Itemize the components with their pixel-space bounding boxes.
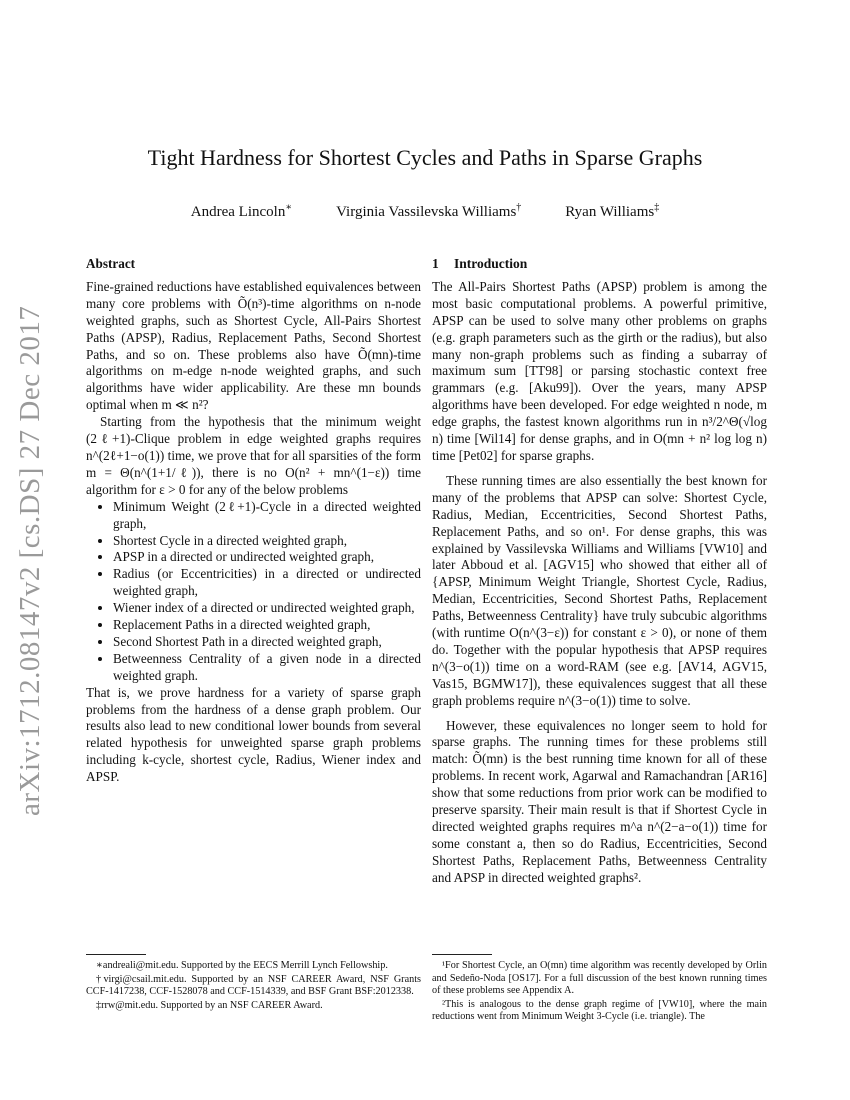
footnote: ‡rrw@mit.edu. Supported by an NSF CAREER Award. [96, 999, 323, 1011]
list-item: • APSP in a directed or undirected weighted graph, [113, 549, 421, 566]
abstract-paragraph: That is, we prove hardness for a variety of sparse graph problems from the hardness of a dense graph problem. Our results also lead to new conditional lower bounds from several related hypothesis for unweighted sparse graph problems including k-cycle, shortest cycle, Radius, Wiener index and APSP. [86, 684, 421, 785]
list-item: • Shortest Cycle in a directed weighted graph, [113, 533, 421, 550]
footnote: ²This is analogous to the dense graph regime of [VW10], where the main reductions went from Minimum Weight 3-Cycle (i.e. triangle). The [432, 998, 767, 1023]
abstract-paragraph: Starting from the hypothesis that the minimum weight (2ℓ+1)-Clique problem in edge weighted graphs requires n^(2ℓ+1−o(1)) time, we prove that for all sparsities of the form m = Θ(n^(1+1/ℓ)), there is no O(n² + mn^(1−ε)) time algorithm for ε > 0 for any of the below problems [86, 414, 421, 497]
author-name: Virginia Vassilevska Williams [336, 204, 517, 220]
footnotes-left [86, 960, 421, 1013]
introduction-column [432, 256, 767, 887]
abstract-heading: Abstract [86, 256, 136, 271]
author-mark: ∗ [285, 202, 293, 213]
author-name: Ryan Williams [565, 204, 655, 220]
intro-paragraph: These running times are also essentially the best known for many of the problems that APSP can solve: Shortest Cycle, Radius, Median, Eccentricities, Second Shortest Paths, Replacement Paths, and so on¹. For dense graphs, this was explained by Vassilevska Williams and Williams [VW10] and later Abboud et al. [AGV15] who showed that either all of {APSP, Minimum Weight Triangle, Shortest Cycle, Radius, Median, Eccentricities, Second Shortest Paths, Replacement Paths, Betweenness Centrality} have truly subcubic algorithms (with runtime O(n^(3−ε)) for constant ε > 0), or none of them do. Together with the popular hypothesis that APSP requires n^(3−o(1)) time on a word-RAM (see e.g. [AV14, AGV15, Vas15, BGMW17]), these equivalences suggest that all these graph problems require n^(3−o(1)) time to solve. [432, 472, 767, 708]
author-list [0, 198, 850, 222]
intro-paragraph: However, these equivalences no longer seem to hold for sparse graphs. The running times for these problems still match: Õ(mn) is the best running time known for all of these problems. In recent work, Agarwal and Ramachandran [AR16] show that some reductions from prior work can be modified to preserve sparsity. Their main result is that if Shortest Cycle in directed weighted graphs requires m^a n^(2−a−o(1)) time for some constant a, then so do Radius, Eccentricities, Second Shortest Paths, Replacement Paths, Betweenness Centrality and APSP in directed weighted graphs². [432, 717, 767, 885]
arxiv-watermark: arXiv:1712.08147v2 [cs.DS] 27 Dec 2017 [14, 305, 46, 816]
list-item: • Betweenness Centrality of a given node in a directed weighted graph. [113, 651, 421, 685]
footnote: ∗andreali@mit.edu. Supported by the EECS Merrill Lynch Fellowship. [96, 960, 388, 971]
problem-list [86, 499, 421, 685]
section-number: 1 [432, 256, 439, 271]
footnote: †virgi@csail.mit.edu. Supported by an NSF CAREER Award, NSF Grants CCF-1417238, CCF-1528078 and CCF-1514339, and BSF Grant BSF:2012338. [86, 973, 421, 998]
footnote-rule [86, 954, 146, 955]
list-item: • Radius (or Eccentricities) in a directed or undirected weighted graph, [113, 566, 421, 600]
author [191, 198, 292, 222]
intro-paragraph: The All-Pairs Shortest Paths (APSP) problem is among the most basic computational problems. A powerful primitive, APSP can be used to solve many other problems on graphs (e.g. graph parameters such as the girth or the radius), but also many non-graph problems such as finding a subarray of maximum sum [TT98] or parsing stochastic context free grammars (e.g. [Aku99]). Over the years, many APSP algorithms have been developed. For edge weighted n node, m edge graphs, the fastest known algorithms run in n³/2^Θ(√log n) time [Wil14] for dense graphs, and in O(mn + n² log log n) time [Pet02] for sparse graphs. [432, 278, 767, 463]
footnotes-right [432, 960, 767, 1025]
section-title: Introduction [454, 256, 528, 271]
author-name: Andrea Lincoln [190, 204, 286, 220]
footnote-rule [432, 954, 492, 955]
list-item: • Replacement Paths in a directed weighted graph, [113, 617, 421, 634]
author [565, 198, 659, 222]
list-item: • Second Shortest Path in a directed weighted graph, [113, 634, 421, 651]
abstract-column [86, 256, 421, 786]
list-item: • Wiener index of a directed or undirected weighted graph, [113, 600, 421, 617]
abstract-paragraph: Fine-grained reductions have established equivalences between many core problems with Õ(n³)-time algorithms on n-node weighted graphs, such as Shortest Cycle, All-Pairs Shortest Paths (APSP), Radius, Replacement Paths, Second Shortest Paths, and so on. These problems also have Õ(mn)-time algorithms on m-edge n-node weighted graphs, and such algorithms have wider applicability. Are these mn bounds optimal when m ≪ n²? [86, 278, 421, 413]
paper-title: Tight Hardness for Shortest Cycles and Paths in Sparse Graphs [147, 145, 703, 170]
author-mark: † [516, 202, 522, 213]
author [336, 198, 521, 222]
footnote: ¹For Shortest Cycle, an O(mn) time algorithm was recently developed by Orlin and Sedeño-Noda [OS17]. For a full discussion of the best known running times of these problems see Appendix A. [432, 960, 767, 997]
author-mark: ‡ [654, 202, 660, 213]
list-item: • Minimum Weight (2ℓ+1)-Cycle in a directed weighted graph, [113, 499, 421, 533]
section-heading [432, 256, 767, 273]
